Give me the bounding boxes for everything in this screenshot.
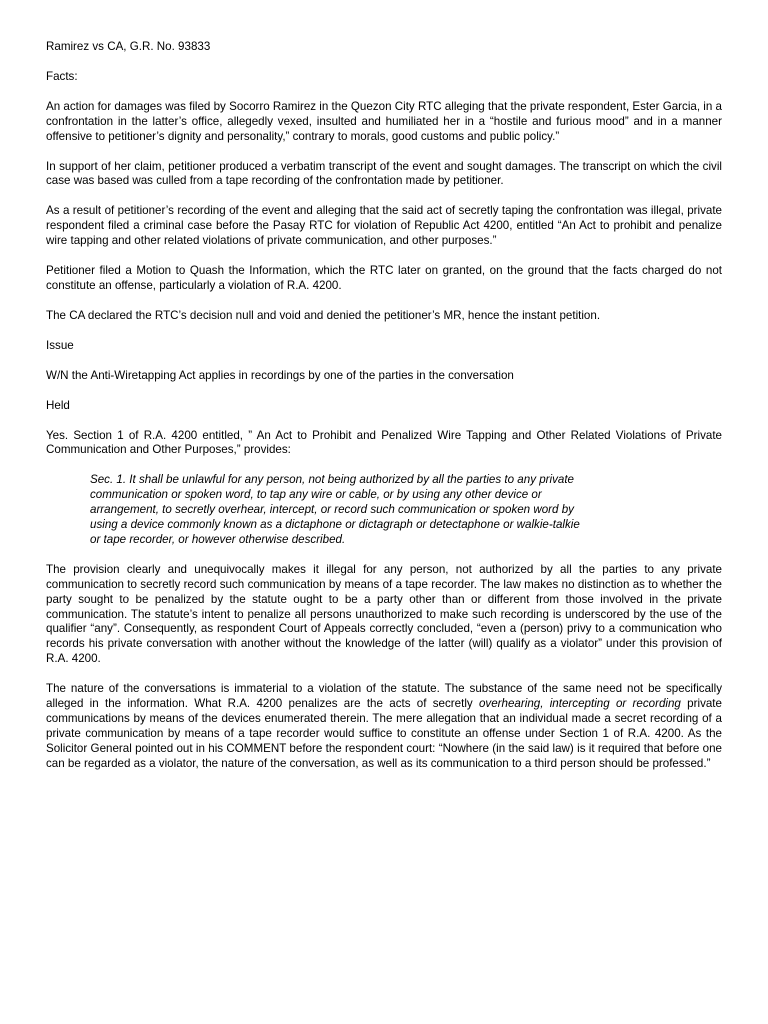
issue-text: W/N the Anti-Wiretapping Act applies in recordings by one of the parties in the conversation (46, 368, 514, 382)
facts-paragraph-2: In support of her claim, petitioner produced a verbatim transcript of the event and sought damages. The transcript on which the civil case was based was culled from a tape recording of the confrontation made by petitioner. (46, 159, 722, 188)
statute-quote (90, 473, 676, 548)
facts-paragraph-1: An action for damages was filed by Socorro Ramirez in the Quezon City RTC alleging that the private respondent, Ester Garcia, in a confrontation in the latter’s office, allegedly vexed, insulted and humiliated her in a “hostile and furious mood” and in a manner offensive to petitioner’s dignity and personality,” contrary to morals, good customs and public policy.” (46, 99, 722, 143)
document-page (46, 40, 722, 772)
facts-paragraph-4: Petitioner filed a Motion to Quash the Information, which the RTC later on granted, on the ground that the facts charged do not constitute an offense, particularly a violation of R.A. 4200. (46, 264, 722, 292)
quote-line: or tape recorder, or however otherwise described. (90, 532, 346, 546)
quote-line: using a device commonly known as a dictaphone or dictagraph or detectaphone or walkie-talkie (90, 518, 580, 532)
issue-heading: Issue (46, 338, 74, 352)
held-heading: Held (46, 398, 70, 412)
held-paragraph-2 (46, 682, 722, 771)
case-title: Ramirez vs CA, G.R. No. 93833 (46, 40, 211, 53)
quote-line: Sec. 1. It shall be unlawful for any person, not being authorized by all the parties to any private (90, 473, 575, 487)
held-paragraph-1: The provision clearly and unequivocally makes it illegal for any person, not authorized by all the parties to any private communication to secretly record such communication by means of a tape recorder. The law makes no distinction as to whether the party sought to be penalized by the statute ought to be a party other than or different from those involved in the private communication. The statute’s intent to penalize all persons unauthorized to make such recording is underscored by the use of the qualifier “any”. Consequently, as respondent Court of Appeals correctly concluded, “even a (person) privy to a communication who records his private conversation with another without the knowledge of the latter (will) qualify as a violator” under this provision of R.A. 4200. (46, 562, 722, 666)
facts-paragraph-3: As a result of petitioner’s recording of the event and alleging that the said act of secretly taping the confrontation was illegal, private respondent filed a criminal case before the Pasay RTC for violation of Republic Act 4200, entitled “An Act to prohibit and penalize wire tapping and other related violations of private communication, and other purposes.” (46, 204, 722, 248)
held-paragraph-2-end: private communications by means of the devices enumerated therein. The mere allegation that an individual made a secret recording of a private communication by means of a tape recorder would suffice to constitute an offense under Section 1 of R.A. 4200. As the Solicitor General pointed out in his COMMENT before the respondent court: “Nowhere (in the said law) is it required that before one can be regarded as a violator, the nature of the conversation, as well as its communication to a third person should be professed.” (46, 697, 722, 770)
facts-heading: Facts: (46, 69, 78, 83)
held-intro: Yes. Section 1 of R.A. 4200 entitled, ” An Act to Prohibit and Penalized Wire Tapping and Other Related Violations of Private Communication and Other Purposes,” provides: (46, 428, 722, 457)
quote-line: communication or spoken word, to tap any wire or cable, or by using any other device or (90, 488, 542, 502)
quote-line: arrangement, to secretly overhear, intercept, or record such communication or spoken word by (90, 503, 574, 517)
held-paragraph-2-emphasis: overhearing, intercepting or recording (478, 697, 681, 711)
held-paragraph-2-start: The nature of the conversations is immaterial to a violation of the statute. The substance of the same need not be specifically alleged in the information. What R.A. 4200 penalizes are the acts of secretly (46, 682, 722, 711)
facts-paragraph-5: The CA declared the RTC’s decision null and void and denied the petitioner’s MR, hence the instant petition. (46, 308, 601, 322)
